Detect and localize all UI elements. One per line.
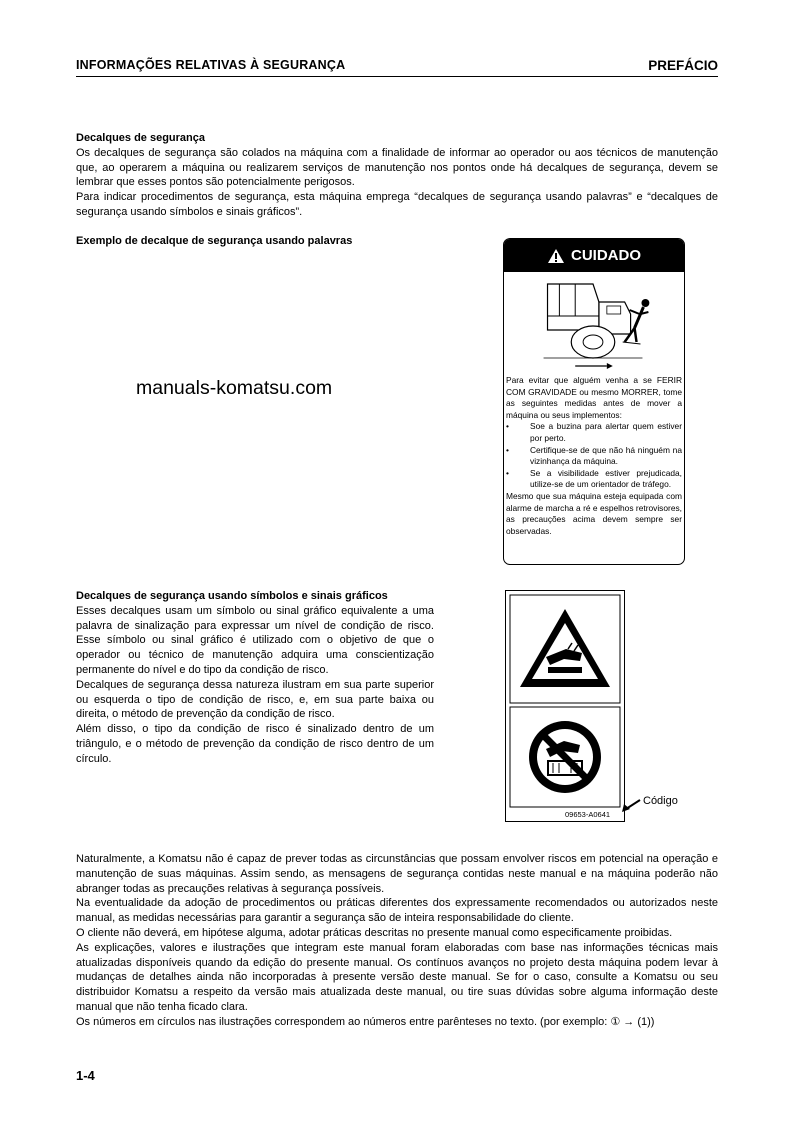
header-section-title: INFORMAÇÕES RELATIVAS À SEGURANÇA — [76, 58, 346, 72]
caution-decal — [503, 238, 685, 565]
pictogram-decal — [505, 590, 625, 822]
paragraph: Naturalmente, a Komatsu não é capaz de prever todas as circunstâncias que possam envolver riscos em potencial na operação e manutenção de suas máquinas. Assim sendo, as mensagens de segurança contidas neste manual e na máquina poderão não abranger todas as precauções relativas à segurança possíveis. — [76, 853, 718, 895]
safety-decals-intro — [76, 131, 718, 220]
example-words-title: Exemplo de decalque de segurança usando palavras — [76, 235, 353, 247]
header-divider — [76, 76, 718, 77]
caution-header — [504, 239, 684, 272]
decal-code-number: 09653-A0641 — [565, 810, 611, 819]
caution-intro: Para evitar que alguém venha a se FERIR COM GRAVIDADE ou mesmo MORRER, tome as seguintes medidas antes de mover a máquina ou seus implementos: — [506, 375, 682, 420]
loader-reversing-illustration — [504, 272, 684, 372]
pictogram-illustration — [506, 591, 624, 821]
list-item: • Se a visibilidade estiver prejudicada, utilize-se de um orientador de tráfego. — [506, 467, 682, 490]
watermark-text: manuals-komatsu.com — [136, 377, 333, 399]
paragraph: Os números em círculos nas ilustrações correspondem ao números entre parênteses no texto. (por exemplo: ① → (1)) — [76, 1015, 655, 1028]
paragraph: Na eventualidade da adoção de procedimentos ou práticas diferentes dos expressamente recomendados ou autorizados neste manual, as medidas necessárias para garantir a segurança são de inteira responsabilidade do cliente. — [76, 897, 718, 925]
list-item: • Certifique-se de que não há ninguém na vizinhança da máquina. — [506, 444, 682, 467]
section-title: Decalques de segurança usando símbolos e sinais gráficos — [76, 590, 388, 602]
paragraph: Decalques de segurança dessa natureza ilustram em sua parte superior ou esquerda o tipo de condição de risco, e, em sua parte baixa ou direita, o método de prevenção da condição de risco. — [76, 678, 434, 721]
paragraph: Para indicar procedimentos de segurança, esta máquina emprega “decalques de segurança usando palavras” e “decalques de segurança usando símbolos e sinais gráficos”. — [76, 191, 718, 218]
paragraph: As explicações, valores e ilustrações que integram este manual foram elaboradas com base nas informações técnicas mais atualizadas disponíveis quando da edição do presente manual. Os contínuos avanços no projeto desta máquina podem levar à mudanças de detalhes ainda não incorporadas à presente versão deste manual. Se for o caso, consulte a Komatsu ou seu distribuidor Komatsu a respeito da versão mais atualizada deste manual, ou tire suas dúvidas sobre alguma informação deste manual que não tenha ficado clara. — [76, 941, 718, 1013]
code-label: Código — [643, 795, 678, 807]
paragraph: Além disso, o tipo da condição de risco é sinalizado dentro de um triângulo, e o método de prevenção da condição de risco dentro de um círculo. — [76, 723, 434, 765]
caution-label: CUIDADO — [571, 247, 641, 264]
section-title: Decalques de segurança — [76, 132, 206, 144]
warning-triangle-icon — [547, 248, 565, 264]
caution-instructions — [506, 375, 682, 537]
symbol-decals-section — [76, 589, 434, 767]
paragraph: Esses decalques usam um símbolo ou sinal gráfico equivalente a uma palavra de sinalização para expressar um nível de condição de risco. Esse símbolo ou sinal gráfico é utilizado com o objetivo de que o operador ou técnico de manutenção adquira uma conscientização permanente do nível e do tipo da condição de risco. — [76, 604, 434, 676]
caution-outro: Mesmo que sua máquina esteja equipada com alarme de marcha a ré e espelhos retrovisores, as precauções acima devem sempre ser observadas. — [506, 490, 682, 536]
paragraph: O cliente não deverá, em hipótese alguma, adotar práticas descritas no presente manual como especificamente proibidas. — [76, 926, 673, 939]
disclaimer-section — [76, 852, 718, 1030]
page-number: 1-4 — [76, 1068, 95, 1083]
pointer-arrow-icon — [620, 797, 642, 813]
header-chapter-title: PREFÁCIO — [648, 58, 718, 73]
list-item: • Soe a buzina para alertar quem estiver por perto. — [506, 421, 682, 443]
paragraph: Os decalques de segurança são colados na máquina com a finalidade de informar ao operador ou aos técnicos de manutenção que, ao operarem a máquina ou realizarem serviços de manutenção nos pontos onde há decalques de segurança, devem se lembrar que esses pontos são potencialmente perigosos. — [76, 146, 718, 189]
